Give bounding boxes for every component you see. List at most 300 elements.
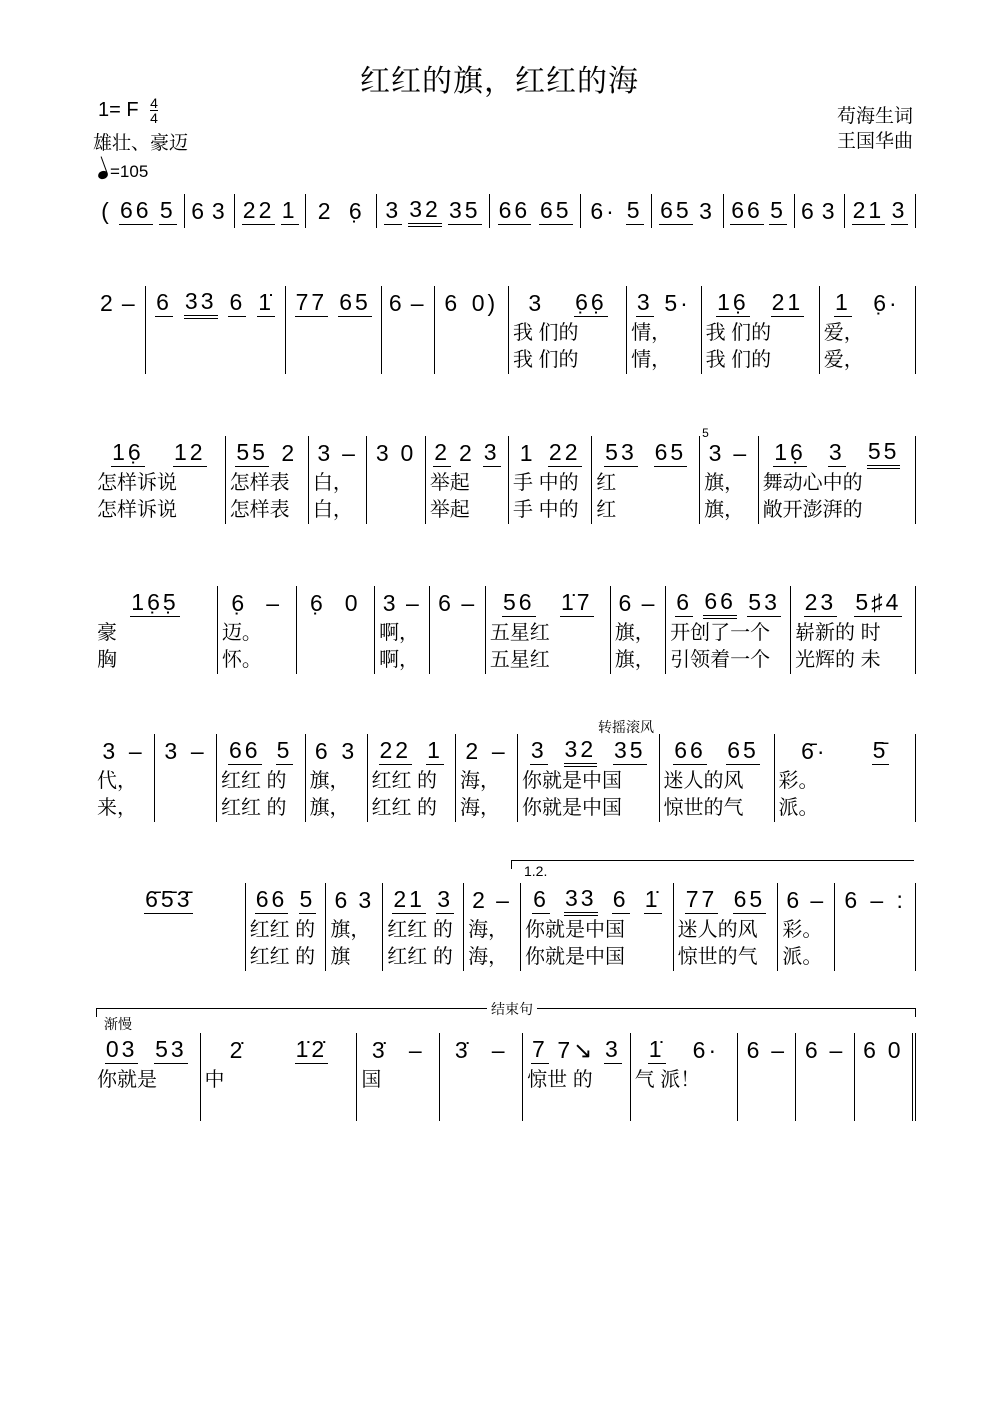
note-group: 16̣ — [717, 289, 749, 315]
lyric-line-1: 开创了一个 — [670, 622, 771, 644]
note-group: 6 — [618, 589, 635, 616]
lyric-line-2 — [859, 1094, 908, 1121]
measure — [375, 586, 430, 674]
measure-notes — [313, 436, 362, 470]
note-group: 1̇7 — [560, 589, 593, 615]
measure — [435, 286, 509, 374]
score-system — [93, 1033, 916, 1121]
note-group: 5 — [159, 197, 176, 223]
lyric-line-2 — [97, 944, 241, 971]
measure-notes — [742, 1033, 791, 1067]
lyric-line-2 — [527, 1094, 626, 1121]
lyric-line-2 — [434, 647, 480, 674]
lyric-line-1: 豪 — [97, 622, 117, 644]
note-group: 6 — [786, 886, 803, 913]
lyric-line-2 — [439, 347, 504, 374]
measure-notes — [97, 586, 213, 620]
measure-notes — [97, 194, 180, 228]
measure-notes — [849, 194, 911, 228]
score-system — [93, 586, 916, 674]
measure-notes — [150, 286, 281, 320]
credits — [837, 104, 913, 154]
measure — [377, 194, 489, 228]
lyric-line-2: 光辉的 未 — [795, 649, 881, 671]
note-group: 5♯4 — [855, 589, 902, 615]
note-group: 6 — [676, 589, 693, 615]
note-group: 2̇ — [229, 1036, 246, 1063]
measure — [486, 586, 611, 674]
score-system — [93, 194, 916, 228]
ending-bracket — [96, 1001, 916, 1017]
lyric-line-2: 白， — [312, 499, 353, 521]
note-group: 6 — [191, 197, 207, 224]
note-group: – — [190, 737, 207, 764]
note-group: 35 — [448, 197, 481, 223]
lyric-line-2: 派。 — [778, 797, 819, 819]
note-group: 3 — [483, 439, 500, 465]
note-group: 65 — [654, 439, 687, 465]
measure-notes — [513, 436, 587, 470]
note-group: 5 — [770, 197, 786, 223]
measure — [146, 286, 286, 374]
measure-notes — [490, 586, 606, 620]
note-group: 3 — [385, 197, 402, 223]
measure — [93, 1033, 201, 1121]
measure — [791, 586, 916, 674]
measure-notes — [782, 883, 830, 917]
note-group: – — [810, 886, 827, 913]
measure-notes — [159, 734, 212, 768]
lyric-line-2: 来， — [97, 797, 137, 819]
lyric-line-2: 怎样诉说 — [97, 499, 177, 521]
note-group: 3 — [102, 737, 119, 764]
system-row — [93, 1033, 916, 1121]
note-group: 66 — [120, 197, 152, 223]
measure — [759, 436, 916, 524]
measure-notes — [460, 734, 513, 768]
composer: 王国华曲 — [836, 130, 913, 152]
measure — [518, 734, 660, 822]
lyric-line-1: 情， — [631, 322, 672, 344]
note-group: 6̄5̄3̄ — [145, 886, 193, 912]
lyric-line-2: 旗， — [309, 797, 350, 819]
note-group: 03 — [105, 1036, 138, 1062]
measure-notes — [525, 883, 669, 917]
note-group: 66 — [703, 588, 737, 619]
system-row — [93, 426, 916, 524]
measure-notes — [799, 194, 840, 228]
lyric-line-2: 怀。 — [221, 649, 262, 671]
note-group: 55 — [867, 438, 901, 469]
measure-notes — [439, 286, 504, 320]
measure — [357, 1033, 440, 1121]
measure — [820, 286, 916, 374]
measure — [430, 586, 485, 674]
tempo-mark — [98, 162, 148, 182]
measure — [93, 734, 155, 822]
measure-notes — [290, 286, 377, 320]
measure-notes — [97, 286, 141, 320]
measure-notes — [372, 734, 452, 768]
note-group: 3 — [891, 197, 908, 223]
note-group: 53 — [748, 589, 780, 615]
score-system — [93, 734, 916, 822]
measure — [383, 883, 464, 971]
note-group: 2 — [434, 439, 451, 465]
measure-notes — [97, 436, 221, 470]
lyric-line-1: 海， — [468, 919, 509, 941]
note-group: – — [771, 1036, 788, 1063]
measure — [845, 194, 916, 228]
lyric-line-2: 红红 的 — [387, 946, 453, 968]
note-group: 65 — [733, 886, 766, 912]
lyric-line-1: 怎样诉说 — [97, 472, 177, 494]
note-group: 53 — [155, 1036, 187, 1062]
note-group: 6̣ — [309, 589, 326, 616]
note-group: 53 — [605, 439, 637, 465]
measure-notes — [97, 1033, 196, 1067]
note-group: 21 — [393, 886, 425, 912]
measure-notes — [670, 586, 786, 620]
measure-notes — [527, 1033, 626, 1067]
measure — [627, 286, 701, 374]
key-label: 1= F — [98, 98, 139, 121]
measure-notes — [585, 194, 647, 228]
note-group: – — [491, 737, 508, 764]
lyric-line-1 — [434, 620, 480, 647]
note-group: – — [496, 886, 512, 913]
measure — [835, 883, 916, 971]
measure — [778, 883, 835, 971]
measure — [464, 883, 521, 971]
measure-notes — [824, 286, 911, 320]
note-group: 6 — [314, 737, 331, 764]
measure-notes — [513, 286, 622, 320]
note-group: 21 — [852, 197, 885, 223]
measure-notes — [310, 734, 363, 768]
measure-notes — [371, 436, 420, 470]
system-row — [93, 734, 916, 822]
note-group: 3 — [211, 197, 228, 224]
note-group: 6 — [438, 589, 454, 616]
note-group: 35 — [613, 737, 646, 763]
measure-notes — [779, 734, 912, 768]
lyric-line-2: 惊世的气 — [677, 946, 758, 968]
note-group: 6̣6̣ — [575, 289, 607, 315]
lyric-line-2 — [444, 1094, 518, 1121]
lyric-line-1: 举起 — [429, 472, 470, 494]
lyric-line-2: 举起 — [429, 499, 470, 521]
measure-notes — [221, 734, 301, 768]
system-row — [93, 194, 916, 228]
measure-notes — [615, 586, 661, 620]
lyric-line-1: 旗， — [330, 919, 371, 941]
volta-bracket — [511, 860, 914, 879]
measure — [592, 436, 700, 524]
note-group: 6̣ — [231, 589, 248, 616]
lyric-line-1: 红 — [596, 472, 617, 494]
lyric-line-2: 你就是中国 — [522, 797, 622, 819]
lyric-line-1: 迷人的风 — [677, 919, 758, 941]
note-group: 2 — [281, 439, 298, 466]
lyric-line-2: 红 — [596, 499, 617, 521]
note-group: : — [896, 886, 906, 913]
note-group: – — [266, 589, 282, 616]
lyric-line-2 — [301, 647, 371, 674]
lyric-line-2: 红红 的 — [249, 946, 316, 968]
lyric-line-1 — [159, 768, 212, 795]
lyric-line-1: 怎样表 — [229, 472, 290, 494]
note-group: 65 — [339, 289, 371, 315]
note-group: 6̣· — [873, 289, 900, 316]
lyric-line-2: 派。 — [782, 946, 823, 968]
note-group: 5· — [664, 289, 691, 316]
note-group: – — [829, 1036, 846, 1063]
note-group: 2 — [317, 197, 334, 224]
note-group: – — [461, 589, 478, 616]
lyric-line-1 — [290, 320, 377, 347]
lyric-line-1: 彩。 — [778, 770, 819, 792]
note-group: 22 — [548, 439, 581, 465]
measure-notes — [230, 436, 304, 470]
measure — [509, 286, 627, 374]
measure — [326, 883, 383, 971]
lyric-line-1: 惊世 的 — [527, 1069, 593, 1091]
lyric-line-1: 红红 的 — [387, 919, 453, 941]
lyric-line-1 — [444, 1067, 518, 1094]
measure-notes — [468, 883, 516, 917]
lyric-line-2 — [205, 1094, 353, 1121]
measure — [724, 194, 795, 228]
lyric-line-2: 旗， — [704, 499, 745, 521]
lyric-line-2 — [800, 1094, 849, 1121]
note-group: 1 — [519, 439, 536, 466]
note-group: 3 — [358, 886, 375, 913]
lyric-line-2 — [839, 944, 911, 971]
measure — [309, 436, 367, 524]
note-group: 6 — [533, 886, 549, 912]
lyric-line-1: 你就是中国 — [522, 770, 622, 792]
lyricist: 苟海生词 — [836, 105, 913, 127]
measure-notes — [494, 194, 577, 228]
lyric-line-2 — [742, 1094, 791, 1121]
measure — [93, 586, 218, 674]
measure — [456, 734, 518, 822]
measure-notes — [386, 286, 430, 320]
note-group: 55 — [236, 439, 268, 465]
note-group: 12 — [173, 439, 206, 465]
lyric-line-1: 你就是 — [97, 1069, 157, 1091]
note-group: 6 — [388, 289, 405, 316]
note-group: 2 — [459, 439, 475, 466]
note-group: – — [405, 589, 422, 616]
lyric-line-1 — [439, 320, 504, 347]
note-group: 23 — [804, 589, 837, 615]
note-group: ( — [101, 197, 112, 224]
note-group: 5̄ — [872, 737, 889, 763]
note-group: 3 — [341, 737, 358, 764]
note-group: 5 — [299, 886, 316, 912]
measure — [382, 286, 435, 374]
measure — [660, 734, 775, 822]
lyric-line-2: 爱， — [823, 349, 864, 371]
system-row — [93, 586, 916, 674]
note-group: 1̇ — [644, 886, 661, 912]
measure — [523, 1033, 631, 1121]
note-group: – — [870, 886, 887, 913]
measure — [93, 286, 146, 374]
song-title: 红红的旗，红红的海 — [360, 64, 639, 99]
note-group: 3 — [699, 197, 715, 224]
measure-notes — [795, 586, 911, 620]
note-group: 0 — [344, 589, 361, 616]
measure-notes — [800, 1033, 849, 1067]
lyric-line-1: 我 们的 — [512, 322, 579, 344]
note-group: 3 — [528, 289, 545, 316]
measure-notes — [387, 883, 459, 917]
note-group: – — [342, 439, 358, 466]
lyric-line-2 — [386, 347, 430, 374]
measure-notes — [434, 586, 480, 620]
style-change-annotation: 转摇滚风 — [598, 719, 654, 735]
measure-notes — [664, 734, 770, 768]
lyric-line-1: 红红 的 — [371, 770, 438, 792]
measure-notes — [706, 286, 815, 320]
lyric-line-1: 我 们的 — [705, 322, 772, 344]
note-group: 3 — [821, 197, 838, 224]
score-system — [93, 883, 916, 971]
measure — [93, 436, 226, 524]
note-group: 3 — [317, 439, 334, 466]
lyric-line-1: 白， — [312, 472, 353, 494]
measure-notes — [656, 194, 718, 228]
lyric-line-2 — [635, 1094, 734, 1121]
note-group: 3 — [636, 289, 653, 315]
lyric-line-1: 中 — [204, 1069, 225, 1091]
note-group: 66 — [498, 197, 531, 223]
measure — [367, 436, 425, 524]
measure — [297, 586, 376, 674]
lyric-line-2: 海， — [460, 797, 500, 819]
measure-notes — [631, 286, 696, 320]
lyric-line-1: 旗， — [309, 770, 350, 792]
lyric-line-1: 红红 的 — [249, 919, 316, 941]
note-group: – — [491, 1036, 508, 1063]
lyric-line-1: 五星红 — [489, 622, 550, 644]
measure — [246, 883, 327, 971]
note-group: 16̣5̣ — [131, 589, 179, 615]
measure-notes — [250, 883, 322, 917]
lyric-line-1: 崭新的 时 — [795, 622, 881, 644]
note-group: 16̣ — [112, 439, 144, 465]
lyric-line-2: 惊世的气 — [663, 797, 744, 819]
measure — [201, 1033, 358, 1121]
lyric-line-1: 你就是中国 — [524, 919, 625, 941]
lyric-line-1: 啊， — [379, 622, 420, 644]
time-signature — [150, 96, 158, 125]
note-group: 66 — [255, 886, 288, 912]
lyric-line-2: 引领着一个 — [670, 649, 771, 671]
note-group: 7 — [531, 1036, 548, 1062]
measure — [521, 883, 674, 971]
note-group: 66 — [229, 737, 261, 763]
note-group: 6 — [334, 886, 351, 913]
system-row — [93, 883, 916, 971]
note-group: 6 — [863, 1036, 879, 1063]
note-group: 56 — [503, 589, 535, 615]
key-signature — [98, 96, 158, 125]
tempo-value: =105 — [110, 162, 149, 181]
lyric-line-1 — [97, 320, 141, 347]
measure — [93, 194, 185, 228]
note-group: 0 — [400, 439, 417, 466]
note-group: – — [121, 289, 138, 316]
ritardando-mark: 渐慢 — [104, 1016, 132, 1032]
measure-notes — [381, 194, 484, 228]
note-group: 2 — [100, 289, 116, 316]
note-group: 16̣ — [774, 439, 806, 465]
lyric-line-1 — [859, 1067, 908, 1094]
note-group: – — [410, 289, 427, 316]
measure — [666, 586, 791, 674]
measure-notes — [222, 586, 292, 620]
note-group: 66 — [674, 737, 706, 763]
measure — [218, 586, 297, 674]
measure — [226, 436, 309, 524]
lyric-line-2: 情， — [631, 349, 672, 371]
note-group: 2 — [472, 886, 488, 913]
time-denominator: 4 — [150, 110, 158, 126]
note-group: 6 — [229, 289, 246, 315]
note-group: 22 — [379, 737, 412, 763]
time-numerator: 4 — [150, 95, 158, 111]
measure — [93, 883, 246, 971]
measure — [155, 734, 217, 822]
lyric-line-1: 海， — [460, 770, 500, 792]
note-group: 6 — [612, 886, 629, 912]
measure — [700, 426, 758, 524]
measure-notes — [728, 194, 790, 228]
lyric-line-1 — [839, 917, 911, 944]
measure-notes — [704, 436, 753, 470]
measure — [286, 286, 382, 374]
measure-notes — [522, 734, 655, 768]
lyric-line-1 — [742, 1067, 791, 1094]
measure — [440, 1033, 523, 1121]
lyric-line-2: 手 中的 — [513, 499, 579, 521]
measure — [611, 586, 666, 674]
measure — [426, 436, 509, 524]
note-group: 6 — [801, 197, 817, 224]
score-system — [93, 286, 916, 374]
note-group: 3 — [708, 439, 725, 466]
measure — [855, 1033, 916, 1121]
note-group: 32 — [564, 736, 598, 767]
measure — [306, 194, 377, 228]
note-group: 3 — [375, 439, 392, 466]
measure — [490, 194, 582, 228]
lyric-line-2 — [290, 347, 377, 374]
measure — [796, 1033, 854, 1121]
grace-note: 5 — [702, 426, 709, 440]
lyric-line-2: 旗 — [330, 946, 351, 968]
measure — [235, 194, 306, 228]
lyric-line-1: 迈。 — [221, 622, 262, 644]
lyric-line-1 — [386, 320, 430, 347]
expression-mark: 雄壮、豪迈 — [93, 132, 189, 154]
note-group: 66 — [731, 197, 763, 223]
measure — [581, 194, 652, 228]
